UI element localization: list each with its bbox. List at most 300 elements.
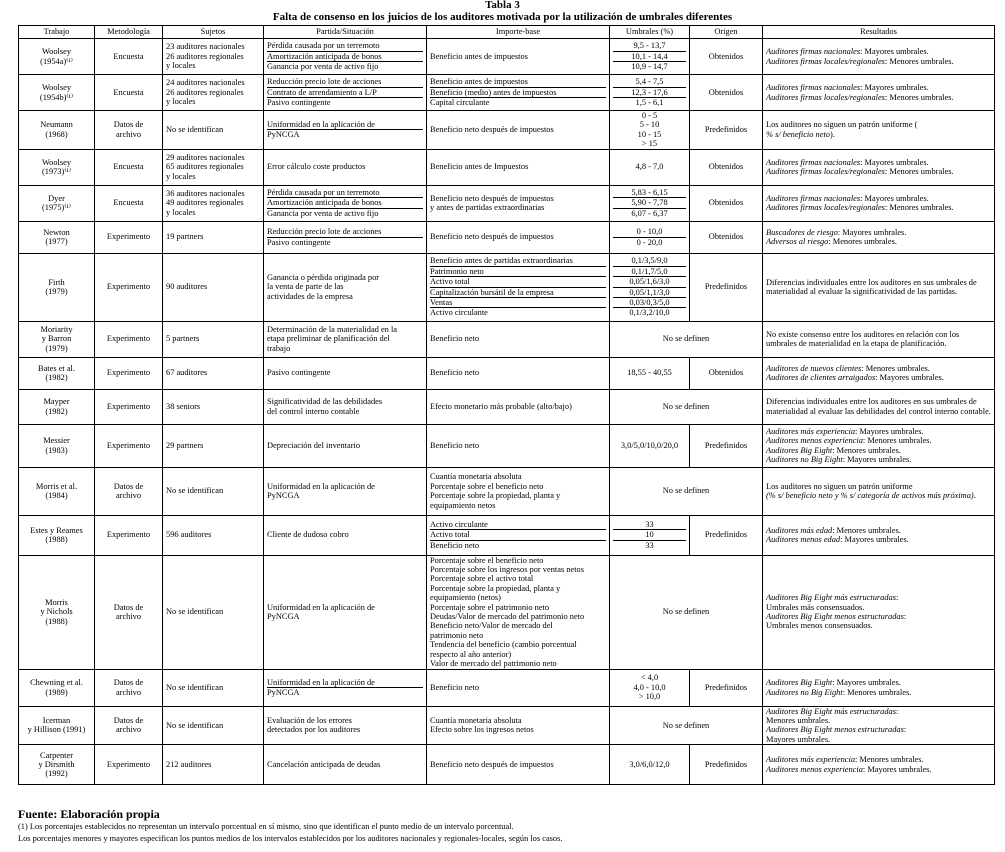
resultado-text: Umbrales menos consensuados. — [766, 621, 873, 631]
cell-partida — [264, 555, 427, 669]
cell-origen — [690, 185, 763, 221]
table-title: Falta de consenso en los juicios de los auditores motivada por la utilización de umbrales diferentes — [272, 11, 733, 23]
cell-resultados — [763, 389, 995, 424]
cell-partida — [264, 467, 427, 515]
trabajo-line: y Barron — [41, 334, 72, 344]
metodologia-line: Datos de — [113, 602, 144, 612]
cell-importe — [427, 515, 610, 555]
resultado-text: : Mayores umbrales. — [832, 678, 901, 688]
partida-line: PyNCGA — [267, 612, 300, 622]
cell-trabajo — [19, 424, 95, 467]
table-row — [19, 149, 995, 185]
trabajo-line: (1982) — [45, 406, 68, 416]
cell-importe — [427, 185, 610, 221]
cell-metodologia — [95, 111, 163, 150]
trabajo-line: (1975)⁽¹⁾ — [42, 203, 71, 213]
table-row — [19, 555, 995, 669]
cell-umbrales — [610, 321, 763, 357]
resultado-line — [766, 603, 991, 612]
cell-importe — [427, 321, 610, 357]
umbral-value: 0 - 10,0 — [613, 227, 686, 237]
sujetos-line: y locales — [166, 61, 196, 71]
partida-line: Significatividad de las debilidades — [267, 397, 383, 407]
cell-resultados — [763, 706, 995, 745]
metodologia-line: Experimento — [106, 440, 151, 450]
sujetos-line: 596 auditores — [166, 530, 212, 540]
cell-origen — [690, 357, 763, 389]
umbral-value: No se definen — [662, 720, 710, 730]
cell-trabajo — [19, 669, 95, 706]
partida-line: Uniformidad en la aplicación de — [267, 602, 375, 612]
sujetos-line: 23 auditores nacionales — [166, 42, 245, 52]
trabajo-line: Carpenter — [39, 750, 74, 760]
cell-partida — [264, 39, 427, 75]
cell-sujetos — [163, 221, 264, 253]
partida-line: Amortización anticipada de bonos — [267, 52, 423, 62]
umbral-value: 0,03/0,3/5,0 — [613, 298, 686, 308]
importe-line: Porcentaje sobre los ingresos por ventas netos — [430, 565, 584, 575]
importe-line: Beneficio neto/Valor de mercado del — [430, 621, 553, 631]
cell-metodologia — [95, 185, 163, 221]
cell-umbrales — [610, 706, 763, 745]
resultado-text: : Mayores umbrales. — [837, 227, 907, 237]
partida-line: Uniformidad en la aplicación de — [267, 481, 375, 491]
metodologia-line: Encuesta — [113, 51, 144, 61]
cell-metodologia — [95, 515, 163, 555]
cell-umbrales — [610, 39, 690, 75]
cell-trabajo — [19, 111, 95, 150]
trabajo-line: Newton — [43, 227, 70, 237]
importe-line: patrimonio neto — [430, 630, 484, 640]
resultado-text: : — [903, 612, 907, 622]
cell-resultados — [763, 467, 995, 515]
col-header: Origen — [690, 26, 763, 39]
cell-resultados — [763, 745, 995, 785]
table-row — [19, 424, 995, 467]
cell-partida — [264, 149, 427, 185]
cell-sujetos — [163, 75, 264, 111]
cell-trabajo — [19, 149, 95, 185]
umbral-value: 0 - 5 — [641, 111, 658, 120]
partida-line: Error cálculo coste productos — [267, 162, 366, 172]
resultado-line — [766, 47, 991, 56]
partida-line: Reducción precio lote de acciones — [267, 227, 423, 237]
cell-importe — [427, 357, 610, 389]
umbral-value: 0,1/3,2/10,0 — [629, 308, 670, 318]
sujetos-line: No se identifican — [166, 720, 224, 730]
metodologia-line: archivo — [115, 129, 142, 139]
umbral-value: 5,4 - 7,5 — [613, 77, 686, 87]
partida-line: Pérdida causada por un terremoto — [267, 188, 423, 198]
importe-line: Porcentaje sobre el beneficio neto — [430, 481, 544, 491]
cell-umbrales — [610, 555, 763, 669]
metodologia-line: Encuesta — [113, 162, 144, 172]
resultado-line — [766, 57, 991, 66]
cell-origen — [690, 39, 763, 75]
resultado-emphasis: Auditores Big Eight más estructuradas — [766, 706, 896, 716]
metodologia-line: Experimento — [106, 368, 151, 378]
metodologia-line: Datos de — [113, 120, 144, 130]
partida-line: Cancelación anticipada de deudas — [267, 759, 381, 769]
partida-line: Ganancia por venta de activo fijo — [267, 62, 379, 72]
cell-umbrales — [610, 149, 690, 185]
trabajo-line: (1954b)⁽¹⁾ — [39, 92, 74, 102]
importe-line: Beneficio neto — [430, 540, 480, 550]
table-row — [19, 357, 995, 389]
umbral-value: 10 - 15 — [637, 129, 662, 139]
table-row — [19, 669, 995, 706]
col-header: Importe-base — [427, 26, 610, 39]
table-row — [19, 185, 995, 221]
origen-value: Obtenidos — [708, 232, 744, 242]
umbral-value: 0,05/1,1/3,0 — [613, 288, 686, 298]
partida-line: PyNCGA — [267, 491, 300, 501]
umbral-value: 5 - 10 — [639, 120, 660, 130]
umbral-value: 9,5 - 13,7 — [613, 41, 686, 51]
importe-line: Activo total — [430, 530, 606, 540]
resultado-line — [766, 120, 991, 129]
umbral-value: No se definen — [662, 486, 710, 496]
importe-line: Cuantía monetaria absoluta — [430, 472, 522, 482]
origen-value: Obtenidos — [708, 162, 744, 172]
trabajo-line: (1983) — [45, 445, 68, 455]
cell-resultados — [763, 321, 995, 357]
partida-line: Cliente de dudoso cobro — [267, 530, 349, 540]
resultado-emphasis: Auditores de clientes arraigados — [766, 373, 876, 383]
resultado-text: . — [973, 491, 976, 501]
partida-line: Evaluación de los errores — [267, 715, 352, 725]
umbral-value: > 10,0 — [638, 692, 661, 702]
table-row — [19, 75, 995, 111]
partida-line: actividades de la empresa — [267, 291, 353, 301]
resultado-text: Mayores umbrales. — [766, 734, 831, 744]
cell-resultados — [763, 39, 995, 75]
umbral-value: 10 — [613, 530, 686, 540]
umbral-value: 0,05/1,6/3,0 — [613, 277, 686, 287]
resultado-text: : — [895, 706, 899, 716]
resultado-line — [766, 237, 991, 246]
metodologia-line: Datos de — [113, 481, 144, 491]
resultado-emphasis: Auditores más experiencia — [766, 755, 856, 765]
importe-line: respecto al año anterior) — [430, 649, 512, 659]
sujetos-line: 26 auditores regionales — [166, 87, 244, 97]
sujetos-line: 19 partners — [166, 232, 204, 242]
resultado-line — [766, 765, 991, 774]
trabajo-line: (1968) — [45, 129, 68, 139]
resultado-emphasis: Buscadores de riesgo — [766, 227, 838, 237]
table-row — [19, 389, 995, 424]
resultado-line — [766, 482, 991, 491]
resultado-emphasis: Adversos al riesgo — [766, 237, 829, 247]
trabajo-line: (1989) — [45, 687, 68, 697]
sujetos-line: No se identifican — [166, 607, 224, 617]
cell-origen — [690, 669, 763, 706]
umbral-value: 5,90 - 7,78 — [613, 198, 686, 208]
importe-line: Efecto monetario más probable (alto/bajo) — [430, 401, 572, 411]
cell-metodologia — [95, 467, 163, 515]
trabajo-line: y Dirsmith — [38, 759, 75, 769]
cell-umbrales — [610, 253, 690, 321]
umbral-value: 3,0/6,0/12,0 — [629, 759, 670, 769]
cell-trabajo — [19, 467, 95, 515]
metodologia-line: Experimento — [106, 282, 151, 292]
resultado-line — [766, 397, 991, 416]
umbral-value: 1,5 - 6,1 — [635, 98, 664, 108]
trabajo-line: Chewning et al. — [30, 678, 83, 688]
resultado-text: : Mayores umbrales. — [862, 764, 932, 774]
partida-line: etapa preliminar de planificación del — [267, 334, 390, 344]
resultado-text: : — [903, 725, 907, 735]
sujetos-line: No se identifican — [166, 682, 224, 692]
importe-line: Porcentaje sobre el activo total — [430, 574, 534, 584]
cell-partida — [264, 185, 427, 221]
cell-origen — [690, 424, 763, 467]
resultado-line — [766, 725, 991, 734]
cell-metodologia — [95, 321, 163, 357]
cell-trabajo — [19, 389, 95, 424]
importe-line: Beneficio neto después de impuestos — [430, 232, 554, 242]
resultado-emphasis: Auditores Big Eight menos estructuradas — [766, 612, 904, 622]
table-body — [19, 39, 995, 785]
resultado-line — [766, 373, 991, 382]
cell-resultados — [763, 75, 995, 111]
resultado-emphasis: Auditores no Big Eight — [766, 455, 843, 465]
metodologia-line: Experimento — [106, 334, 151, 344]
sujetos-line: 212 auditores — [166, 759, 212, 769]
cell-origen — [690, 515, 763, 555]
sujetos-line: 29 auditores nacionales — [166, 153, 245, 163]
cell-metodologia — [95, 669, 163, 706]
trabajo-line: y Nichols — [40, 607, 73, 617]
cell-importe — [427, 75, 610, 111]
resultado-text: Umbrales más consensuados. — [766, 602, 865, 612]
trabajo-line: (1984) — [45, 491, 68, 501]
cell-importe — [427, 39, 610, 75]
resultado-emphasis: Auditores menos experiencia — [766, 764, 863, 774]
importe-line: Efecto sobre los ingresos netos — [430, 725, 534, 735]
resultado-text: Menores umbrales. — [766, 715, 831, 725]
resultado-line — [766, 436, 991, 445]
resultado-text: : Mayores umbrales. — [860, 83, 929, 93]
resultado-line — [766, 593, 991, 602]
importe-line: Tendencia del beneficio (cambio porcentual — [430, 640, 577, 650]
resultado-text: : Mayores umbrales. — [860, 47, 929, 57]
cell-trabajo — [19, 253, 95, 321]
thresholds-table — [18, 25, 995, 785]
trabajo-line: Firth — [48, 277, 65, 287]
trabajo-line: (1992) — [45, 769, 68, 779]
resultado-text: : Mayores umbrales. — [875, 373, 944, 383]
resultado-line — [766, 612, 991, 621]
cell-partida — [264, 706, 427, 745]
resultado-emphasis: Auditores menos edad — [766, 535, 841, 545]
resultado-emphasis: Auditores Big Eight más estructuradas — [766, 593, 896, 603]
resultado-text: : Menores umbrales. — [842, 687, 912, 697]
partida-line: PyNCGA — [267, 688, 300, 697]
trabajo-line: Neumann — [40, 120, 73, 130]
cell-umbrales — [610, 467, 763, 515]
umbral-value: 0,1/1,7/5,0 — [613, 267, 686, 277]
cell-sujetos — [163, 424, 264, 467]
trabajo-line: (1954a)⁽¹⁾ — [40, 56, 73, 66]
resultado-emphasis: (% s/ beneficio neto y % s/ categoría de activos más próxima) — [766, 491, 974, 501]
trabajo-line: Woolsey — [41, 47, 72, 57]
cell-partida — [264, 75, 427, 111]
cell-trabajo — [19, 745, 95, 785]
cell-sujetos — [163, 389, 264, 424]
cell-partida — [264, 321, 427, 357]
sujetos-line: 36 auditores nacionales — [166, 189, 245, 199]
umbral-value: 0,1/3,5/9,0 — [613, 256, 686, 266]
importe-line: Capitalización bursátil de la empresa — [430, 288, 606, 298]
partida-line: PyNCGA — [267, 130, 300, 140]
col-header: Sujetos — [163, 26, 264, 39]
importe-line: Activo circulante — [430, 520, 606, 530]
cell-umbrales — [610, 75, 690, 111]
resultado-text: : Mayores umbrales. — [860, 157, 929, 167]
cell-origen — [690, 745, 763, 785]
cell-partida — [264, 669, 427, 706]
sujetos-line: y locales — [166, 171, 196, 181]
sujetos-line: No se identifican — [166, 125, 224, 135]
resultado-line — [766, 491, 991, 500]
importe-line: Porcentaje sobre el beneficio neto — [430, 555, 544, 565]
resultado-line — [766, 83, 991, 92]
cell-partida — [264, 357, 427, 389]
importe-line: Capital circulante — [430, 98, 490, 108]
sujetos-line: 38 seniors — [166, 401, 201, 411]
cell-trabajo — [19, 39, 95, 75]
umbral-value: 5,83 - 6,15 — [613, 188, 686, 198]
cell-metodologia — [95, 389, 163, 424]
importe-line: y antes de partidas extraordinarias — [430, 203, 545, 213]
importe-line: Beneficio neto después de impuestos — [430, 193, 554, 203]
resultado-text: : Menores umbrales. — [832, 525, 901, 535]
cell-trabajo — [19, 221, 95, 253]
cell-importe — [427, 706, 610, 745]
importe-line: Porcentaje sobre la propiedad, planta y — [430, 583, 561, 593]
table-row — [19, 221, 995, 253]
sujetos-line: No se identifican — [166, 486, 224, 496]
trabajo-line: (1982) — [45, 373, 68, 383]
importe-line: Beneficio antes de impuestos — [430, 51, 528, 61]
metodologia-line: Experimento — [106, 759, 151, 769]
resultado-emphasis: Auditores firmas nacionales — [766, 83, 861, 93]
cell-metodologia — [95, 221, 163, 253]
cell-importe — [427, 424, 610, 467]
cell-metodologia — [95, 39, 163, 75]
metodologia-line: archivo — [115, 612, 142, 622]
importe-line: Ventas — [430, 298, 606, 308]
cell-resultados — [763, 221, 995, 253]
cell-trabajo — [19, 555, 95, 669]
umbral-value: < 4,0 — [640, 673, 659, 683]
cell-umbrales — [610, 669, 690, 706]
metodologia-line: Experimento — [106, 530, 151, 540]
trabajo-line: (1977) — [45, 237, 68, 247]
cell-sujetos — [163, 555, 264, 669]
cell-metodologia — [95, 706, 163, 745]
resultado-emphasis: Auditores Big Eight — [766, 445, 833, 455]
cell-sujetos — [163, 39, 264, 75]
table-row — [19, 515, 995, 555]
origen-value: Obtenidos — [708, 87, 744, 97]
umbral-value: 4,8 - 7,0 — [635, 162, 664, 172]
origen-value: Predefinidos — [704, 759, 748, 769]
cell-partida — [264, 111, 427, 150]
resultado-line — [766, 364, 991, 373]
umbral-value: 10,9 - 14,7 — [631, 62, 668, 72]
origen-value: Obtenidos — [708, 51, 744, 61]
cell-origen — [690, 75, 763, 111]
importe-line: Beneficio antes de Impuestos — [430, 162, 529, 172]
cell-sujetos — [163, 467, 264, 515]
cell-trabajo — [19, 185, 95, 221]
resultado-text: : Menores umbrales. — [884, 92, 954, 102]
cell-resultados — [763, 669, 995, 706]
footnote-1: (1) Los porcentajes establecidos no representan un intervalo porcentual en sí mismo, sino que identifican el punto medio de un intervalo porcentual. — [18, 822, 514, 831]
cell-importe — [427, 221, 610, 253]
partida-line: del control interno contable — [267, 406, 360, 416]
origen-value: Obtenidos — [708, 198, 744, 208]
origen-value: Predefinidos — [704, 682, 748, 692]
resultado-emphasis: Auditores de nuevos clientes — [766, 363, 862, 373]
resultado-emphasis: Auditores menos experiencia — [766, 436, 863, 446]
importe-line: equipamiento netos — [430, 500, 496, 510]
resultado-text: : Mayores umbrales. — [860, 193, 929, 203]
resultado-text: : Menores umbrales. — [861, 363, 930, 373]
cell-sujetos — [163, 706, 264, 745]
resultado-text: : Menores umbrales. — [884, 203, 954, 213]
resultado-line — [766, 203, 991, 212]
cell-umbrales — [610, 389, 763, 424]
cell-resultados — [763, 185, 995, 221]
resultado-emphasis: Auditores firmas locales/regionales — [766, 167, 885, 177]
importe-line: Beneficio neto después de impuestos — [430, 125, 554, 135]
trabajo-line: y Hillison (1991) — [27, 725, 86, 735]
cell-metodologia — [95, 357, 163, 389]
cell-resultados — [763, 515, 995, 555]
cell-importe — [427, 111, 610, 150]
sujetos-line: 67 auditores — [166, 368, 208, 378]
resultado-line — [766, 446, 991, 455]
col-header: Metodología — [95, 26, 163, 39]
importe-line: Beneficio neto después de impuestos — [430, 759, 554, 769]
cell-metodologia — [95, 555, 163, 669]
sujetos-line: 65 auditores regionales — [166, 162, 244, 172]
umbral-value: No se definen — [662, 334, 710, 344]
umbral-value: 0 - 20,0 — [636, 237, 663, 247]
cell-resultados — [763, 149, 995, 185]
partida-line: Uniformidad en la aplicación de — [267, 120, 423, 130]
header-row — [19, 26, 995, 39]
resultado-emphasis: % s/ beneficio neto — [766, 129, 830, 139]
col-header: Umbrales (%) — [610, 26, 690, 39]
cell-sujetos — [163, 357, 264, 389]
cell-importe — [427, 669, 610, 706]
partida-line: Amortización anticipada de bonos — [267, 198, 423, 208]
metodologia-line: Encuesta — [113, 87, 144, 97]
importe-line: Beneficio neto — [430, 440, 480, 450]
resultado-emphasis: Auditores más experiencia — [766, 426, 856, 436]
importe-line: Activo circulante — [430, 308, 488, 318]
cell-origen — [690, 253, 763, 321]
cell-importe — [427, 467, 610, 515]
cell-importe — [427, 253, 610, 321]
importe-line: Patrimonio neto — [430, 267, 606, 277]
resultado-text: : Mayores umbrales. — [842, 455, 912, 465]
sujetos-line: y locales — [166, 207, 196, 217]
